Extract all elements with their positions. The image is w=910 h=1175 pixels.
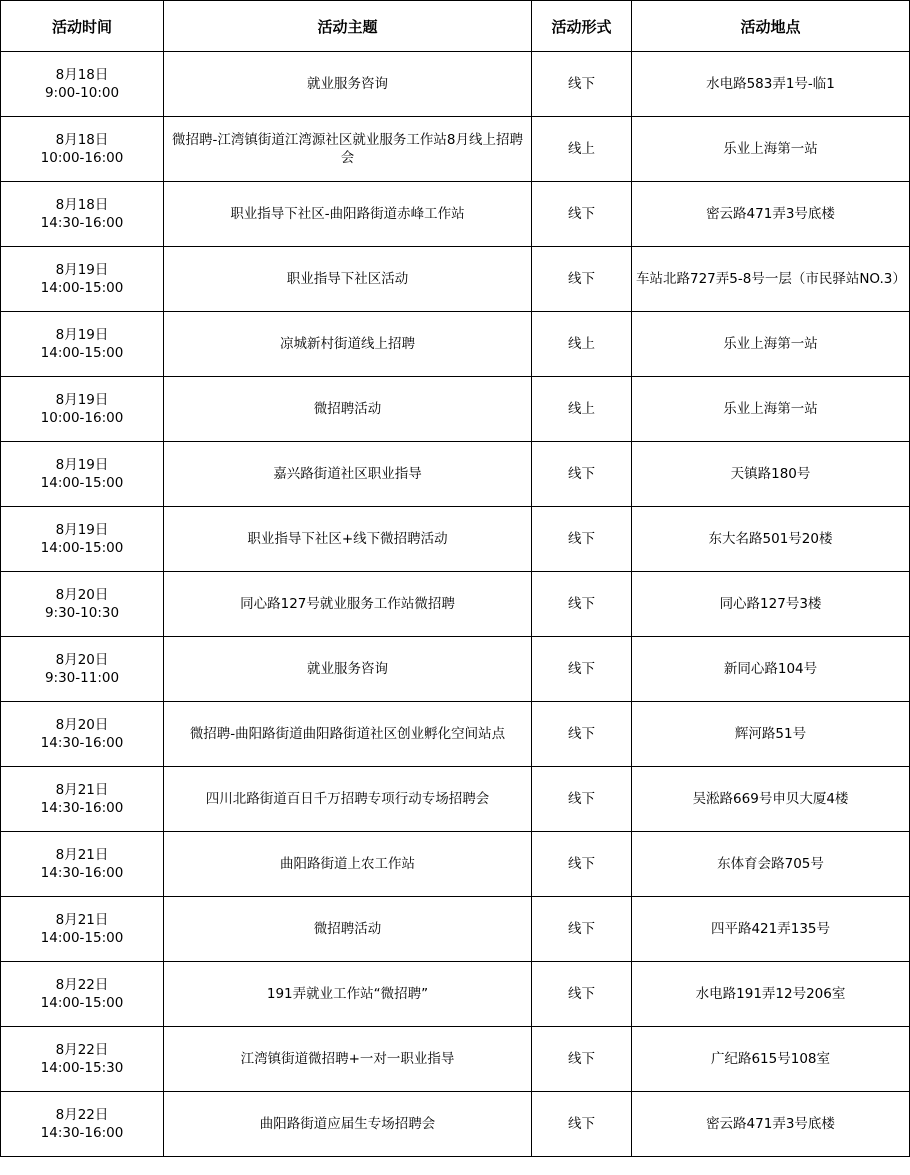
cell-topic: 就业服务咨询 <box>164 52 532 117</box>
cell-date: 8月18日 <box>55 197 109 213</box>
cell-place: 水电路191弄12号206室 <box>632 962 910 1027</box>
cell-place: 乐业上海第一站 <box>632 312 910 377</box>
cell-form: 线下 <box>532 52 632 117</box>
cell-time <box>1 52 164 117</box>
cell-time <box>1 637 164 702</box>
header-time: 活动时间 <box>1 1 164 52</box>
cell-form: 线下 <box>532 637 632 702</box>
cell-topic: 191弄就业工作站“微招聘” <box>164 962 532 1027</box>
cell-date: 8月22日 <box>55 1042 109 1058</box>
cell-time-range: 14:30-16:00 <box>40 215 124 231</box>
cell-time <box>1 182 164 247</box>
header-topic: 活动主题 <box>164 1 532 52</box>
cell-time <box>1 832 164 897</box>
cell-form: 线下 <box>532 507 632 572</box>
cell-date: 8月19日 <box>55 262 109 278</box>
table-header-row <box>1 1 910 52</box>
cell-date: 8月21日 <box>55 847 109 863</box>
cell-time-range: 14:30-16:00 <box>40 800 124 816</box>
table-row <box>1 312 910 377</box>
table-row <box>1 1027 910 1092</box>
table-row <box>1 442 910 507</box>
cell-place: 车站北路727弄5-8号一层（市民驿站NO.3） <box>632 247 910 312</box>
cell-place: 天镇路180号 <box>632 442 910 507</box>
cell-place: 东大名路501号20楼 <box>632 507 910 572</box>
table-row <box>1 962 910 1027</box>
table-row <box>1 247 910 312</box>
cell-time-range: 9:30-11:00 <box>44 670 120 686</box>
cell-topic: 微招聘-江湾镇街道江湾源社区就业服务工作站8月线上招聘会 <box>164 117 532 182</box>
cell-topic: 曲阳路街道应届生专场招聘会 <box>164 1092 532 1157</box>
cell-topic: 凉城新村街道线上招聘 <box>164 312 532 377</box>
cell-time-range: 9:30-10:30 <box>44 605 120 621</box>
cell-form: 线下 <box>532 702 632 767</box>
cell-place: 四平路421弄135号 <box>632 897 910 962</box>
cell-date: 8月19日 <box>55 522 109 538</box>
cell-date: 8月19日 <box>55 392 109 408</box>
table-row <box>1 637 910 702</box>
cell-time-range: 14:00-15:00 <box>40 540 124 556</box>
cell-form: 线下 <box>532 1092 632 1157</box>
cell-date: 8月18日 <box>55 132 109 148</box>
cell-time-range: 14:00-15:00 <box>40 345 124 361</box>
cell-topic: 就业服务咨询 <box>164 637 532 702</box>
cell-form: 线下 <box>532 897 632 962</box>
cell-time-range: 10:00-16:00 <box>40 150 124 166</box>
cell-form: 线下 <box>532 1027 632 1092</box>
cell-time <box>1 442 164 507</box>
cell-time <box>1 1027 164 1092</box>
cell-time-range: 14:30-16:00 <box>40 865 124 881</box>
cell-topic: 职业指导下社区活动 <box>164 247 532 312</box>
cell-time <box>1 117 164 182</box>
cell-form: 线上 <box>532 377 632 442</box>
cell-time-range: 14:00-15:30 <box>40 1060 124 1076</box>
table-row <box>1 897 910 962</box>
cell-time-range: 14:30-16:00 <box>40 1125 124 1141</box>
cell-place: 吴淞路669号申贝大厦4楼 <box>632 767 910 832</box>
cell-form: 线下 <box>532 832 632 897</box>
cell-topic: 同心路127号就业服务工作站微招聘 <box>164 572 532 637</box>
cell-topic: 曲阳路街道上农工作站 <box>164 832 532 897</box>
cell-date: 8月19日 <box>55 457 109 473</box>
cell-time-range: 14:00-15:00 <box>40 475 124 491</box>
cell-place: 辉河路51号 <box>632 702 910 767</box>
table-row <box>1 507 910 572</box>
cell-date: 8月20日 <box>55 652 109 668</box>
cell-time <box>1 962 164 1027</box>
cell-form: 线下 <box>532 442 632 507</box>
cell-topic: 四川北路街道百日千万招聘专项行动专场招聘会 <box>164 767 532 832</box>
cell-form: 线下 <box>532 247 632 312</box>
cell-place: 水电路583弄1号-临1 <box>632 52 910 117</box>
cell-date: 8月22日 <box>55 977 109 993</box>
cell-time-range: 9:00-10:00 <box>44 85 120 101</box>
cell-time-range: 14:00-15:00 <box>40 280 124 296</box>
cell-time <box>1 377 164 442</box>
cell-place: 东体育会路705号 <box>632 832 910 897</box>
cell-date: 8月20日 <box>55 587 109 603</box>
header-form: 活动形式 <box>532 1 632 52</box>
cell-time <box>1 767 164 832</box>
cell-topic: 微招聘活动 <box>164 897 532 962</box>
cell-form: 线下 <box>532 962 632 1027</box>
header-place: 活动地点 <box>632 1 910 52</box>
cell-topic: 职业指导下社区+线下微招聘活动 <box>164 507 532 572</box>
cell-time-range: 14:30-16:00 <box>40 735 124 751</box>
cell-date: 8月21日 <box>55 912 109 928</box>
cell-time <box>1 507 164 572</box>
cell-form: 线下 <box>532 572 632 637</box>
cell-topic: 嘉兴路街道社区职业指导 <box>164 442 532 507</box>
cell-time <box>1 702 164 767</box>
cell-topic: 江湾镇街道微招聘+一对一职业指导 <box>164 1027 532 1092</box>
table-row <box>1 182 910 247</box>
cell-date: 8月21日 <box>55 782 109 798</box>
cell-date: 8月20日 <box>55 717 109 733</box>
table-row <box>1 702 910 767</box>
cell-time <box>1 897 164 962</box>
cell-form: 线上 <box>532 312 632 377</box>
table-row <box>1 1092 910 1157</box>
cell-place: 同心路127号3楼 <box>632 572 910 637</box>
table-row <box>1 767 910 832</box>
table-row <box>1 52 910 117</box>
cell-place: 密云路471弄3号底楼 <box>632 1092 910 1157</box>
cell-topic: 微招聘活动 <box>164 377 532 442</box>
table-row <box>1 572 910 637</box>
table-row <box>1 117 910 182</box>
cell-place: 乐业上海第一站 <box>632 117 910 182</box>
cell-time <box>1 1092 164 1157</box>
cell-place: 密云路471弄3号底楼 <box>632 182 910 247</box>
cell-date: 8月22日 <box>55 1107 109 1123</box>
table-body <box>1 52 910 1157</box>
cell-form: 线下 <box>532 767 632 832</box>
cell-place: 新同心路104号 <box>632 637 910 702</box>
cell-topic: 微招聘-曲阳路街道曲阳路街道社区创业孵化空间站点 <box>164 702 532 767</box>
cell-time <box>1 572 164 637</box>
cell-date: 8月19日 <box>55 327 109 343</box>
cell-topic: 职业指导下社区-曲阳路街道赤峰工作站 <box>164 182 532 247</box>
cell-time-range: 10:00-16:00 <box>40 410 124 426</box>
table-row <box>1 377 910 442</box>
table-row <box>1 832 910 897</box>
cell-date: 8月18日 <box>55 67 109 83</box>
cell-time <box>1 312 164 377</box>
cell-place: 乐业上海第一站 <box>632 377 910 442</box>
cell-form: 线上 <box>532 117 632 182</box>
cell-place: 广纪路615号108室 <box>632 1027 910 1092</box>
cell-time <box>1 247 164 312</box>
cell-form: 线下 <box>532 182 632 247</box>
cell-time-range: 14:00-15:00 <box>40 930 124 946</box>
cell-time-range: 14:00-15:00 <box>40 995 124 1011</box>
